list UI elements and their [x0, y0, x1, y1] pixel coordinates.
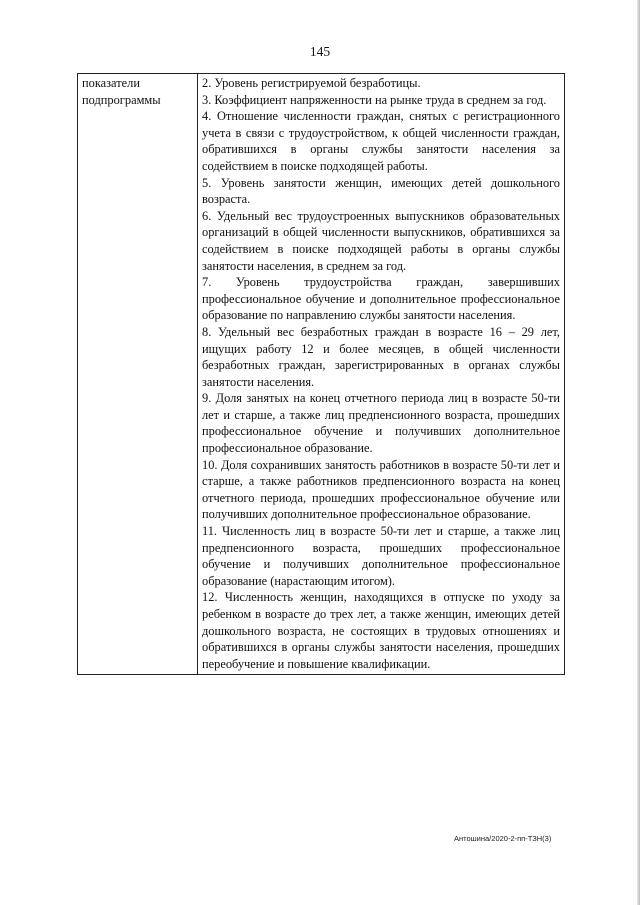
indicator-item: 12. Численность женщин, находящихся в отпуске по уходу за ребенком в возрасте до трех лет, а также женщин, имеющих детей дошкольного возраста, не состоящих в трудовых отношениях и обратившихся в органы службы занятости населения, прошедших переобучение и повышение квалификации.	[202, 590, 560, 671]
indicators-table	[77, 73, 565, 675]
row-label: показатели подпрограммы	[78, 74, 198, 675]
indicator-item: 11. Численность лиц в возрасте 50-ти лет и старше, а также лиц предпенсионного возраста, прошедших профессиональное обучение и получивших дополнительное профессиональное образование (нарастающим итогом).	[202, 524, 560, 588]
indicator-item: 10. Доля сохранивших занятость работников в возрасте 50-ти лет и старше, а также работников предпенсионного возраста на конец отчетного периода, прошедших профессиональное обучение или получивших дополнительное профессиональное образование.	[202, 457, 560, 522]
indicator-item: 7. Уровень трудоустройства граждан, завершивших профессиональное обучение и дополнительное профессиональное образование по направлению службы занятости населения.	[202, 275, 560, 323]
indicator-item: 2. Уровень регистрируемой безработицы.	[202, 76, 421, 90]
indicators-list	[198, 74, 565, 675]
indicator-item: 4. Отношение численности граждан, снятых с регистрационного учета в связи с трудоустройством, к общей численности граждан, обратившихся в органы службы занятости населения за содействием в поиске подходящей работы.	[202, 109, 560, 173]
document-code: Антошина/2020-2-пп-ТЗН(3)	[454, 834, 552, 843]
indicator-item: 9. Доля занятых на конец отчетного периода лиц в возрасте 50-ти лет и старше, а также лиц предпенсионного возраста, прошедших профессиональное обучение и получивших дополнительное профессиональное образование.	[202, 391, 560, 456]
indicator-item: 5. Уровень занятости женщин, имеющих детей дошкольного возраста.	[202, 175, 560, 207]
indicator-item: 3. Коэффициент напряженности на рынке труда в среднем за год.	[202, 92, 547, 107]
page-number: 145	[309, 44, 331, 59]
indicator-item: 8. Удельный вес безработных граждан в возрасте 16 – 29 лет, ищущих работу 12 и более месяцев, в общей численности безработных граждан, зарегистрированных в органах службы занятости населения.	[202, 324, 560, 389]
table-row	[78, 74, 565, 675]
indicator-item: 6. Удельный вес трудоустроенных выпускников образовательных организаций в общей численности выпускников, обратившихся за содействием в поиске подходящей работы в органы службы занятости населения, в среднем за год.	[202, 208, 560, 273]
